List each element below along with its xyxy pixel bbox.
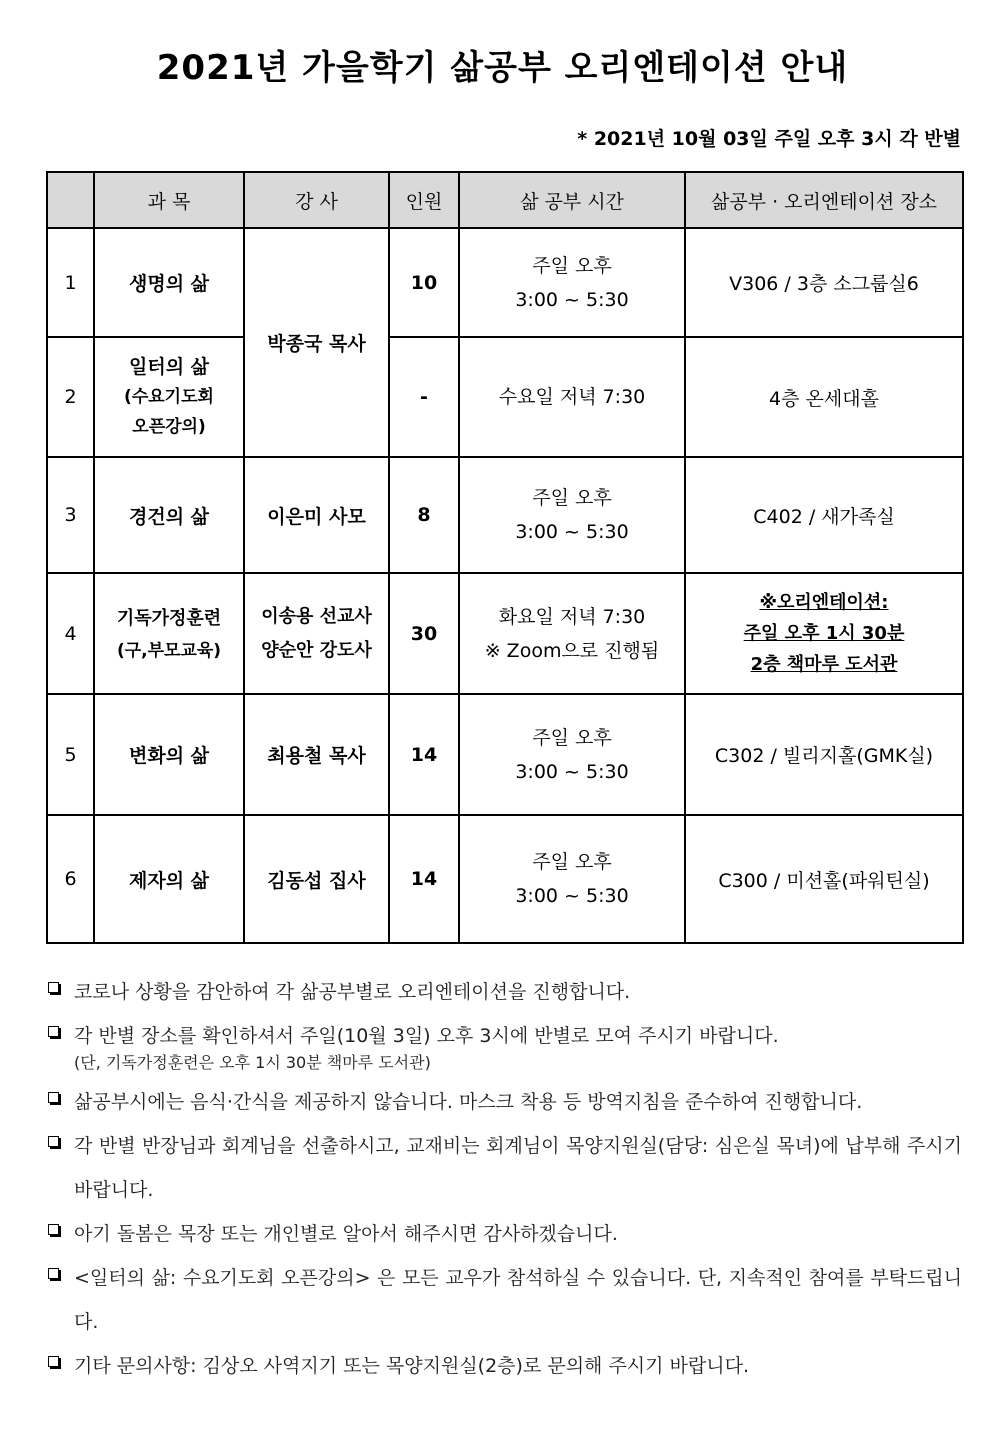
row-subject: 제자의 삶 xyxy=(94,815,244,943)
note-text: 각 반별 반장님과 회계님을 선출하시고, 교재비는 회계님이 목양지원실(담당: 심은실 목녀)에 납부해 주시기 바랍니다. xyxy=(74,1135,962,1201)
schedule-table xyxy=(46,171,964,944)
row-no: 4 xyxy=(47,573,94,694)
note-text: <일터의 삶: 수요기도회 오픈강의> 은 모든 교우가 참석하실 수 있습니다. 단, 지속적인 참여를 부탁드립니다. xyxy=(74,1267,962,1333)
row-time xyxy=(459,228,685,337)
row-place: C302 / 빌리지홀(GMK실) xyxy=(685,694,963,815)
checkbox-bullet-icon xyxy=(48,1356,59,1367)
checkbox-bullet-icon xyxy=(48,982,59,993)
row-subject: 생명의 삶 xyxy=(94,228,244,337)
row-teacher: 최용철 목사 xyxy=(244,694,389,815)
row-count: - xyxy=(389,337,459,457)
time-line-1: 화요일 저녁 7:30 xyxy=(498,605,646,628)
note-text: 기타 문의사항: 김상오 사역지기 또는 목양지원실(2층)로 문의해 주시기 바랍니다. xyxy=(74,1355,750,1377)
table-row xyxy=(47,457,963,573)
checkbox-bullet-icon xyxy=(48,1092,59,1103)
time-line-1: 주일 오후 xyxy=(532,254,612,277)
place-line-1: ※오리엔테이션: xyxy=(759,592,889,613)
header-place: 삶공부 · 오리엔테이션 장소 xyxy=(685,172,963,228)
header-count: 인원 xyxy=(389,172,459,228)
note-subtext: (단, 기독가정훈련은 오후 1시 30분 책마루 도서관) xyxy=(74,1053,431,1072)
subject-title: 기독가정훈련 xyxy=(116,607,222,629)
teacher-line-1: 이송용 선교사 xyxy=(261,605,372,627)
row-place: 4층 온세대홀 xyxy=(685,337,963,457)
note-item xyxy=(44,1124,962,1212)
time-line-1: 주일 오후 xyxy=(532,487,612,509)
row-subject xyxy=(94,337,244,457)
note-item xyxy=(44,1256,962,1344)
row-teacher: 김동섭 집사 xyxy=(244,815,389,943)
row-time xyxy=(459,815,685,943)
checkbox-bullet-icon xyxy=(48,1268,59,1279)
header-time: 삶 공부 시간 xyxy=(459,172,685,228)
row-no: 3 xyxy=(47,457,94,573)
subject-title: 일터의 삶 xyxy=(128,356,210,378)
row-teacher xyxy=(244,573,389,694)
row-no: 5 xyxy=(47,694,94,815)
checkbox-bullet-icon xyxy=(48,1136,59,1147)
table-row xyxy=(47,815,963,943)
time-line-2: 3:00 ~ 5:30 xyxy=(515,521,629,543)
row-count: 14 xyxy=(389,815,459,943)
row-count: 10 xyxy=(389,228,459,337)
row-time: 수요일 저녁 7:30 xyxy=(459,337,685,457)
row-teacher: 이은미 사모 xyxy=(244,457,389,573)
note-item xyxy=(44,970,962,1014)
place-line-2: 주일 오후 1시 30분 xyxy=(743,623,905,644)
note-text: 각 반별 장소를 확인하셔서 주일(10월 3일) 오후 3시에 반별로 모여 주시기 바랍니다. xyxy=(74,1025,779,1047)
teacher-line-2: 양순안 강도사 xyxy=(261,639,372,661)
note-item xyxy=(44,1080,962,1124)
page-title: 2021년 가을학기 삶공부 오리엔테이션 안내 xyxy=(156,48,849,88)
note-item xyxy=(44,1212,962,1256)
place-line-3: 2층 책마루 도서관 xyxy=(750,654,898,675)
notes-list xyxy=(44,970,962,1388)
row-subject: 경건의 삶 xyxy=(94,457,244,573)
row-place: C300 / 미션홀(파워틴실) xyxy=(685,815,963,943)
checkbox-bullet-icon xyxy=(48,1026,59,1037)
row-place: V306 / 3층 소그룹실6 xyxy=(685,228,963,337)
row-time xyxy=(459,573,685,694)
checkbox-bullet-icon xyxy=(48,1224,59,1235)
note-text: 코로나 상황을 감안하여 각 삶공부별로 오리엔테이션을 진행합니다. xyxy=(74,981,631,1003)
table-row xyxy=(47,694,963,815)
note-text: 아기 돌봄은 목장 또는 개인별로 알아서 해주시면 감사하겠습니다. xyxy=(74,1223,618,1245)
row-teacher: 박종국 목사 xyxy=(244,228,389,457)
table-header-row xyxy=(47,172,963,228)
row-no: 6 xyxy=(47,815,94,943)
header-teacher: 강 사 xyxy=(244,172,389,228)
row-place: C402 / 새가족실 xyxy=(685,457,963,573)
time-line-1: 주일 오후 xyxy=(532,726,612,749)
row-count: 8 xyxy=(389,457,459,573)
time-line-2: 3:00 ~ 5:30 xyxy=(515,288,629,311)
row-place xyxy=(685,573,963,694)
header-subject: 과 목 xyxy=(94,172,244,228)
header-no xyxy=(47,172,94,228)
note-item xyxy=(44,1344,962,1388)
row-count: 30 xyxy=(389,573,459,694)
schedule-subtitle: * 2021년 10월 03일 주일 오후 3시 각 반별 xyxy=(577,128,961,150)
table-row xyxy=(47,573,963,694)
time-line-1: 주일 오후 xyxy=(532,851,612,873)
row-subject xyxy=(94,573,244,694)
table-row xyxy=(47,337,963,457)
row-time xyxy=(459,457,685,573)
row-time xyxy=(459,694,685,815)
subject-note-2: 오픈강의) xyxy=(132,417,206,437)
time-line-2: ※ Zoom으로 진행됨 xyxy=(484,639,660,662)
subject-note-1: (구,부모교육) xyxy=(116,640,222,661)
row-subject: 변화의 삶 xyxy=(94,694,244,815)
row-no: 1 xyxy=(47,228,94,337)
time-line-2: 3:00 ~ 5:30 xyxy=(515,760,629,783)
row-count: 14 xyxy=(389,694,459,815)
subject-note-1: (수요기도회 xyxy=(124,387,214,407)
time-line-2: 3:00 ~ 5:30 xyxy=(515,885,629,907)
row-no: 2 xyxy=(47,337,94,457)
note-item xyxy=(44,1014,962,1074)
table-row xyxy=(47,228,963,337)
note-text: 삶공부시에는 음식·간식을 제공하지 않습니다. 마스크 착용 등 방역지침을 준수하여 진행합니다. xyxy=(74,1091,863,1113)
